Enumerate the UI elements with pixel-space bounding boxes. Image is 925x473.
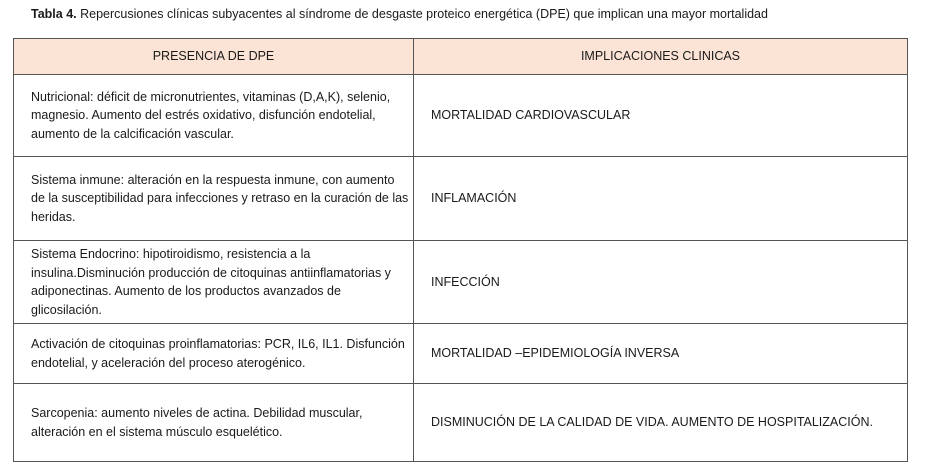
table-row [14, 241, 908, 324]
table-caption-label: Tabla 4. [31, 7, 77, 21]
cell-presencia-text: Nutricional: déficit de micronutrientes, vitaminas (D,A,K), selenio, magnesio. Aumento del estrés oxidativo, disfunción endotelial, aumento de la calcificación vascular. [31, 89, 391, 141]
table-header-row [14, 39, 908, 75]
cell-implicacion-text: DISMINUCIÓN DE LA CALIDAD DE VIDA. AUMENTO DE HOSPITALIZACIÓN. [431, 415, 873, 430]
header-presencia: PRESENCIA DE DPE [14, 39, 414, 75]
cell-presencia [14, 157, 414, 241]
table-row [14, 75, 908, 157]
cell-implicacion-text: MORTALIDAD –EPIDEMIOLOGÍA INVERSA [431, 346, 680, 361]
cell-implicacion [414, 157, 908, 241]
cell-implicacion-text: MORTALIDAD CARDIOVASCULAR [431, 108, 631, 123]
cell-implicacion-text: INFECCIÓN [431, 274, 500, 289]
cell-implicacion-text: INFLAMACIÓN [431, 191, 517, 206]
cell-presencia-text: Sarcopenia: aumento niveles de actina. Debilidad muscular, alteración en el sistema músculo esquelético. [31, 406, 363, 439]
cell-presencia [14, 384, 414, 462]
cell-presencia [14, 75, 414, 157]
cell-presencia-text: Activación de citoquinas proinflamatorias: PCR, IL6, IL1. Disfunción endotelial, y aceleración del proceso aterogénico. [31, 337, 405, 370]
cell-presencia [14, 241, 414, 324]
table-row [14, 157, 908, 241]
cell-presencia-text: Sistema Endocrino: hipotiroidismo, resistencia a la insulina.Disminución producción de citoquinas antiinflamatorias y adiponectinas. Aumento de los productos avanzados de glicosilación. [31, 247, 391, 317]
cell-implicacion [414, 241, 908, 324]
table-caption [31, 7, 768, 21]
cell-presencia-text: Sistema inmune: alteración en la respuesta inmune, con aumento de la susceptibilidad para infecciones y retraso en la curación de las heridas. [31, 172, 409, 224]
cell-implicacion [414, 75, 908, 157]
table-caption-text: Repercusiones clínicas subyacentes al síndrome de desgaste proteico energética (DPE) que implican una mayor mortalidad [76, 7, 768, 21]
header-implicaciones: IMPLICACIONES CLINICAS [414, 39, 908, 75]
cell-presencia [14, 324, 414, 384]
table-row [14, 384, 908, 462]
cell-implicacion [414, 324, 908, 384]
cell-implicacion [414, 384, 908, 462]
dpe-table [13, 38, 908, 462]
table-row [14, 324, 908, 384]
